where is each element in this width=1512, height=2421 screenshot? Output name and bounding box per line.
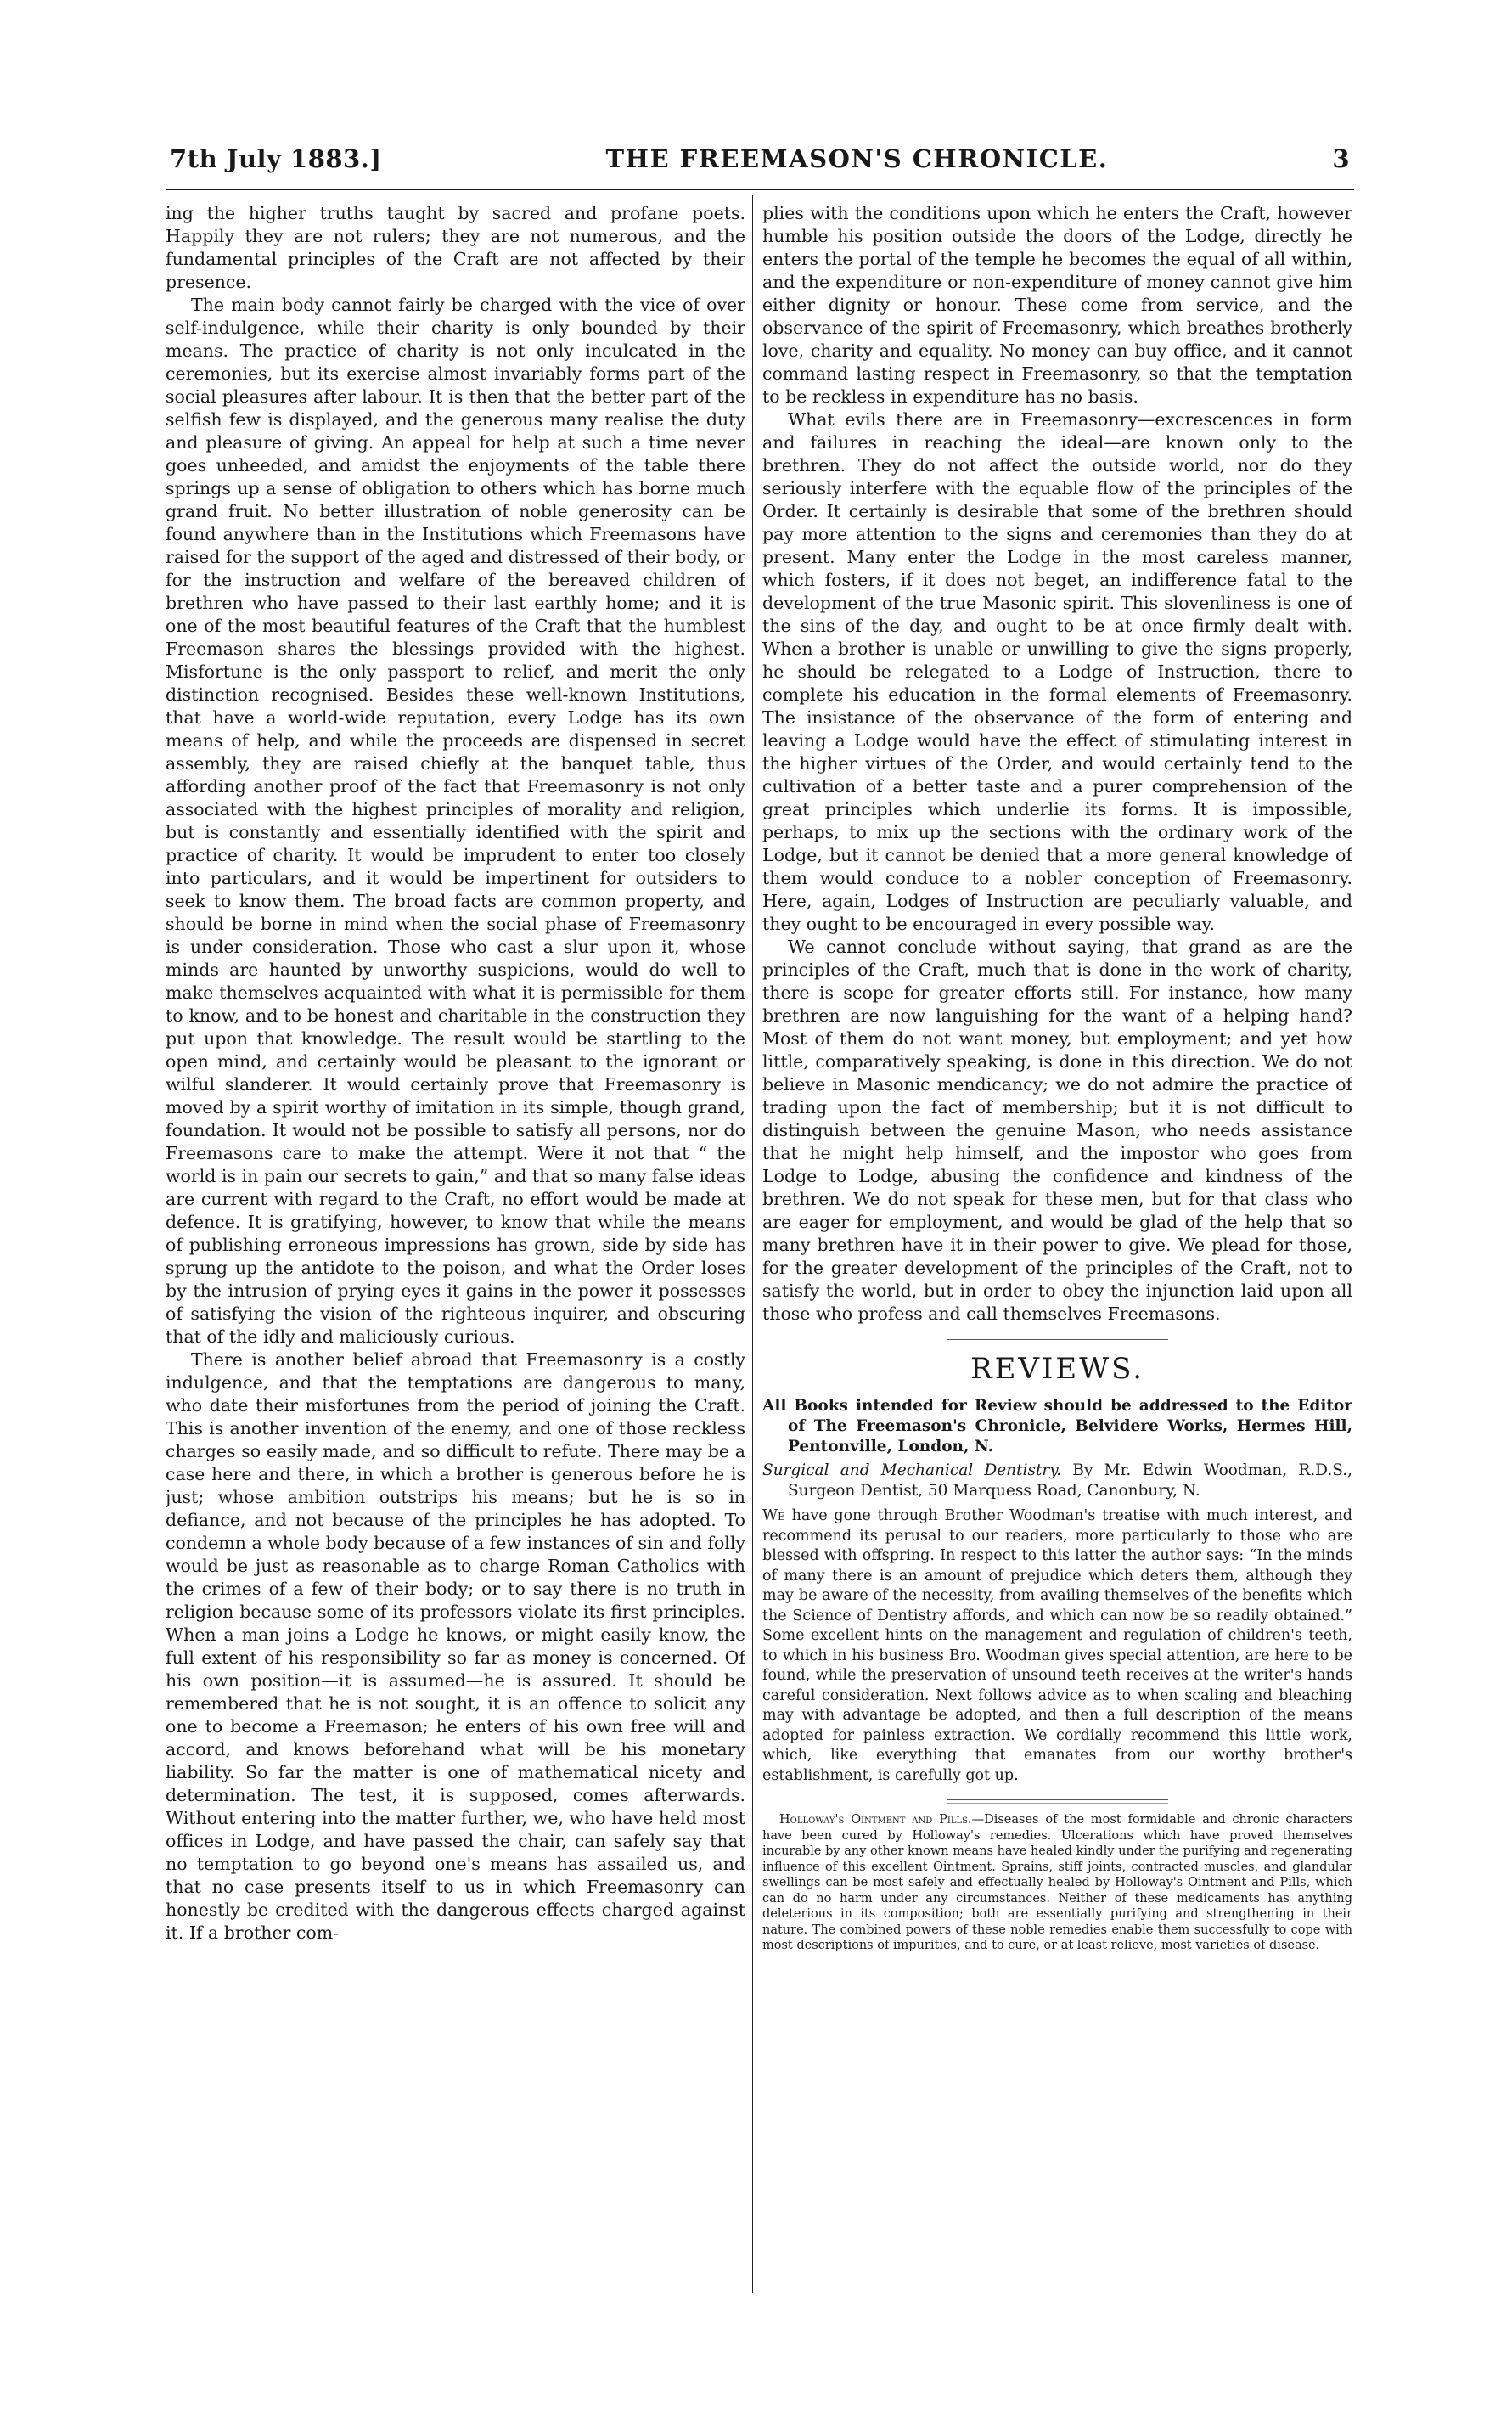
right-column bbox=[762, 202, 1352, 2291]
review-body bbox=[762, 1506, 1352, 1786]
left-paragraph-1: ing the higher truths taught by sacred and profane poets. Happily they are not rulers; they are not numerous, and the fundamental principles of the Craft are not affected by their presence. bbox=[166, 203, 745, 292]
right-paragraph-3: We cannot conclude without saying, that grand as are the principles of the Craft, much that is done in the work of charity, there is scope for greater efforts still. For instance, how many brethren are now languishing for the want of a helping hand? Most of them do not want money, but employment; and yet how little, comparatively speaking, is done in this direction. We do not believe in Masonic mendicancy; we do not admire the practice of trading upon the fact of membership; but it is not difficult to distinguish between the genuine Mason, who needs assistance that he might help himself, and the impostor who goes from Lodge to Lodge, abusing the confidence and kindness of the brethren. We do not speak for these men, but for that class who are eager for employment, and would be glad of the help that so many brethren have it in their power to give. We plead for those, for the greater development of the principles of the Craft, not to satisfy the world, but in order to obey the injunction laid upon all those who profess and call themselves Freemasons. bbox=[762, 937, 1352, 1324]
masthead-title: THE FREEMASON'S CHRONICLE. bbox=[605, 144, 1109, 173]
review-text: have gone through Brother Woodman's treatise with much interest, and recommend its perusal to our readers, more particularly to those who are blessed with offspring. In respect to this latter the author says: “In the minds of many there is an amount of prejudice which deters them, although they may be aware of the necessity, from availing themselves of the benefits which the Science of Dentistry affords, and which can now be so readily obtained.” Some excellent hints on the management and regulation of children's teeth, to which in his business Bro. Woodman gives special attention, are here to be found, while the preservation of unsound teeth receives at the writer's hands careful consideration. Next follows advice as to when scaling and bleaching may with advantage be adopted, and then a full description of the means adopted for painless extraction. We cordially recommend this little work, which, like everything that emanates from our worthy brother's establishment, is carefully got up. bbox=[762, 1507, 1352, 1784]
review-notice: All Books intended for Review should be addressed to the Editor of The Freemason's Chronicle, Belvidere Works, Hermes Hill, Pentonville, London, N. bbox=[762, 1397, 1352, 1455]
left-column bbox=[166, 202, 745, 2291]
issue-date: 7th July 1883.] bbox=[170, 144, 382, 173]
page-number: 3 bbox=[1332, 144, 1350, 173]
book-title: Surgical and Mechanical Dentistry. bbox=[762, 1461, 1062, 1479]
header-rule bbox=[166, 189, 1354, 190]
advertisement bbox=[762, 1812, 1352, 1954]
advert-text: —Diseases of the most formidable and chronic characters have been cured by Holloway's remedies. Ulcerations which have proved themselves incurable by any other known means have healed kindly under the purifying and regenerating influence of this excellent Ointment. Sprains, stiff joints, contracted muscles, and glandular swellings can be most safely and effectually healed by Holloway's Ointment and Pills, which can do no harm under any circumstances. Neither of these medicaments has anything deleterious in its composition; both are essentially purifying and strengthening in their nature. The combined powers of these noble remedies enable them successfully to cope with most descriptions of impurities, and to cure, or at least relieve, most varieties of disease. bbox=[762, 1813, 1352, 1952]
section-rule-2 bbox=[947, 1799, 1168, 1804]
advert-lead: Holloway's Ointment and Pills. bbox=[779, 1813, 972, 1827]
book-citation bbox=[762, 1461, 1352, 1501]
column-divider bbox=[752, 195, 753, 2293]
right-paragraph-1: plies with the conditions upon which he enters the Craft, however humble his position outside the doors of the Lodge, directly he enters the portal of the temple he becomes the equal of all within, and the expenditure or non-expenditure of money cannot give him either dignity or honour. These come from service, and the observance of the spirit of Freemasonry, which breathes brotherly love, charity and equality. No money can buy office, and it cannot command lasting respect in Freemasonry, so that the temptation to be reckless in expenditure has no basis. bbox=[762, 203, 1352, 407]
section-rule bbox=[947, 1339, 1168, 1343]
review-lead: We bbox=[762, 1507, 785, 1524]
left-paragraph-3: There is another belief abroad that Freemasonry is a costly indulgence, and that the temptations are dangerous to many, who date their misfortunes from the period of joining the Craft. This is another invention of the enemy, and one of those reckless charges so easily made, and so difficult to refute. There may be a case here and there, in which a brother is generous before he is just; whose ambition outstrips his means; but he is so in defiance, and not because of the principles he has adopted. To condemn a whole body because of a few instances of sin and folly would be just as reasonable as to charge Roman Catholics with the crimes of a few of their body; or to say there is no truth in religion because some of its professors violate its first principles. When a man joins a Lodge he knows, or might easily know, the full extent of his responsibility so far as money is concerned. Of his own position—it is assumed—he is assured. It should be remembered that he is not sought, it is an offence to solicit any one to become a Freemason; he enters of his own free will and accord, and knows beforehand what will be his monetary liability. So far the matter is one of mathematical nicety and determination. The test, it is supposed, comes afterwards. Without entering into the matter further, we, who have held most offices in Lodge, and have passed the chair, can safely say that no temptation to go beyond one's means has assailed us, and that no case presents itself to us in which Freemasonry can honestly be credited with the dangerous effects charged against it. If a brother com- bbox=[166, 1349, 745, 1943]
reviews-heading: REVIEWS. bbox=[970, 1352, 1145, 1386]
right-paragraph-2: What evils there are in Freemasonry—excrescences in form and failures in reaching the ideal—are known only to the brethren. They do not affect the outside world, nor do they seriously interfere with the equable flow of the principles of the Order. It certainly is desirable that some of the brethren should pay more attention to the signs and ceremonies than they do at present. Many enter the Lodge in the most careless manner, which fosters, if it does not beget, an indifference fatal to the development of the true Masonic spirit. This slovenliness is one of the sins of the day, and ought to be at once firmly dealt with. When a brother is unable or unwilling to give the signs properly, he should be relegated to a Lodge of Instruction, there to complete his education in the formal elements of Freemasonry. The insistance of the observance of the form of entering and leaving a Lodge would have the effect of stimulating interest in the higher virtues of the Order, and would certainly tend to the cultivation of a better taste and a purer comprehension of the great principles which underlie its forms. It is impossible, perhaps, to mix up the sections with the ordinary work of the Lodge, but it cannot be denied that a more general knowledge of them would conduce to a nobler conception of Freemasonry. Here, again, Lodges of Instruction are peculiarly valuable, and they ought to be encouraged in every possible way. bbox=[762, 409, 1352, 934]
page-header bbox=[170, 144, 1350, 183]
book-author: By Mr. Edwin Woodman, R.D.S., Surgeon Dentist, 50 Marquess Road, Canonbury, N. bbox=[788, 1461, 1352, 1500]
left-paragraph-2: The main body cannot fairly be charged with the vice of over self-indulgence, while their charity is only bounded by their means. The practice of charity is not only inculcated in the ceremonies, but its exercise almost invariably forms part of the social pleasures after labour. It is then that the better part of the selfish few is displayed, and the generous many realise the duty and pleasure of giving. An appeal for help at such a time never goes unheeded, and amidst the enjoyments of the table there springs up a sense of obligation to others which has borne much grand fruit. No better illustration of noble generosity can be found anywhere than in the Institutions which Freemasons have raised for the support of the aged and distressed of their body, or for the instruction and welfare of the bereaved children of brethren who have passed to their last earthly home; and it is one of the most beautiful features of the Craft that the humblest Freemason shares the blessings provided with the highest. Misfortune is the only passport to relief, and merit the only distinction recognised. Besides these well-known Institutions, that have a world-wide reputation, every Lodge has its own means of help, and while the proceeds are dispensed in secret assembly, they are raised chiefly at the banquet table, thus affording another proof of the fact that Freemasonry is not only associated with the highest principles of morality and religion, but is constantly and essentially identified with the spirit and practice of charity. It would be imprudent to enter too closely into particulars, and it would be impertinent for outsiders to seek to know them. The broad facts are common property, and should be borne in mind when the social phase of Freemasonry is under consideration. Those who cast a slur upon it, whose minds are haunted by unworthy suspicions, would do well to make themselves acquainted with what it is permissible for them to know, and to be honest and charitable in the construction they put upon that knowledge. The result would be startling to the open mind, and certainly would be pleasant to the ignorant or wilful slanderer. It would certainly prove that Freemasonry is moved by a spirit worthy of imitation in its simple, though grand, foundation. It would not be possible to satisfy all persons, nor do Freemasons care to make the attempt. Were it not that “ the world is in pain our secrets to gain,” and that so many false ideas are current with regard to the Craft, no effort would be made at defence. It is gratifying, however, to know that while the means of publishing erroneous impressions has grown, side by side has sprung up the antidote to the poison, and what the Order loses by the intrusion of prying eyes it gains in the power it possesses of satisfying the vision of the righteous inquirer, and obscuring that of the idly and maliciously curious. bbox=[166, 295, 745, 1347]
